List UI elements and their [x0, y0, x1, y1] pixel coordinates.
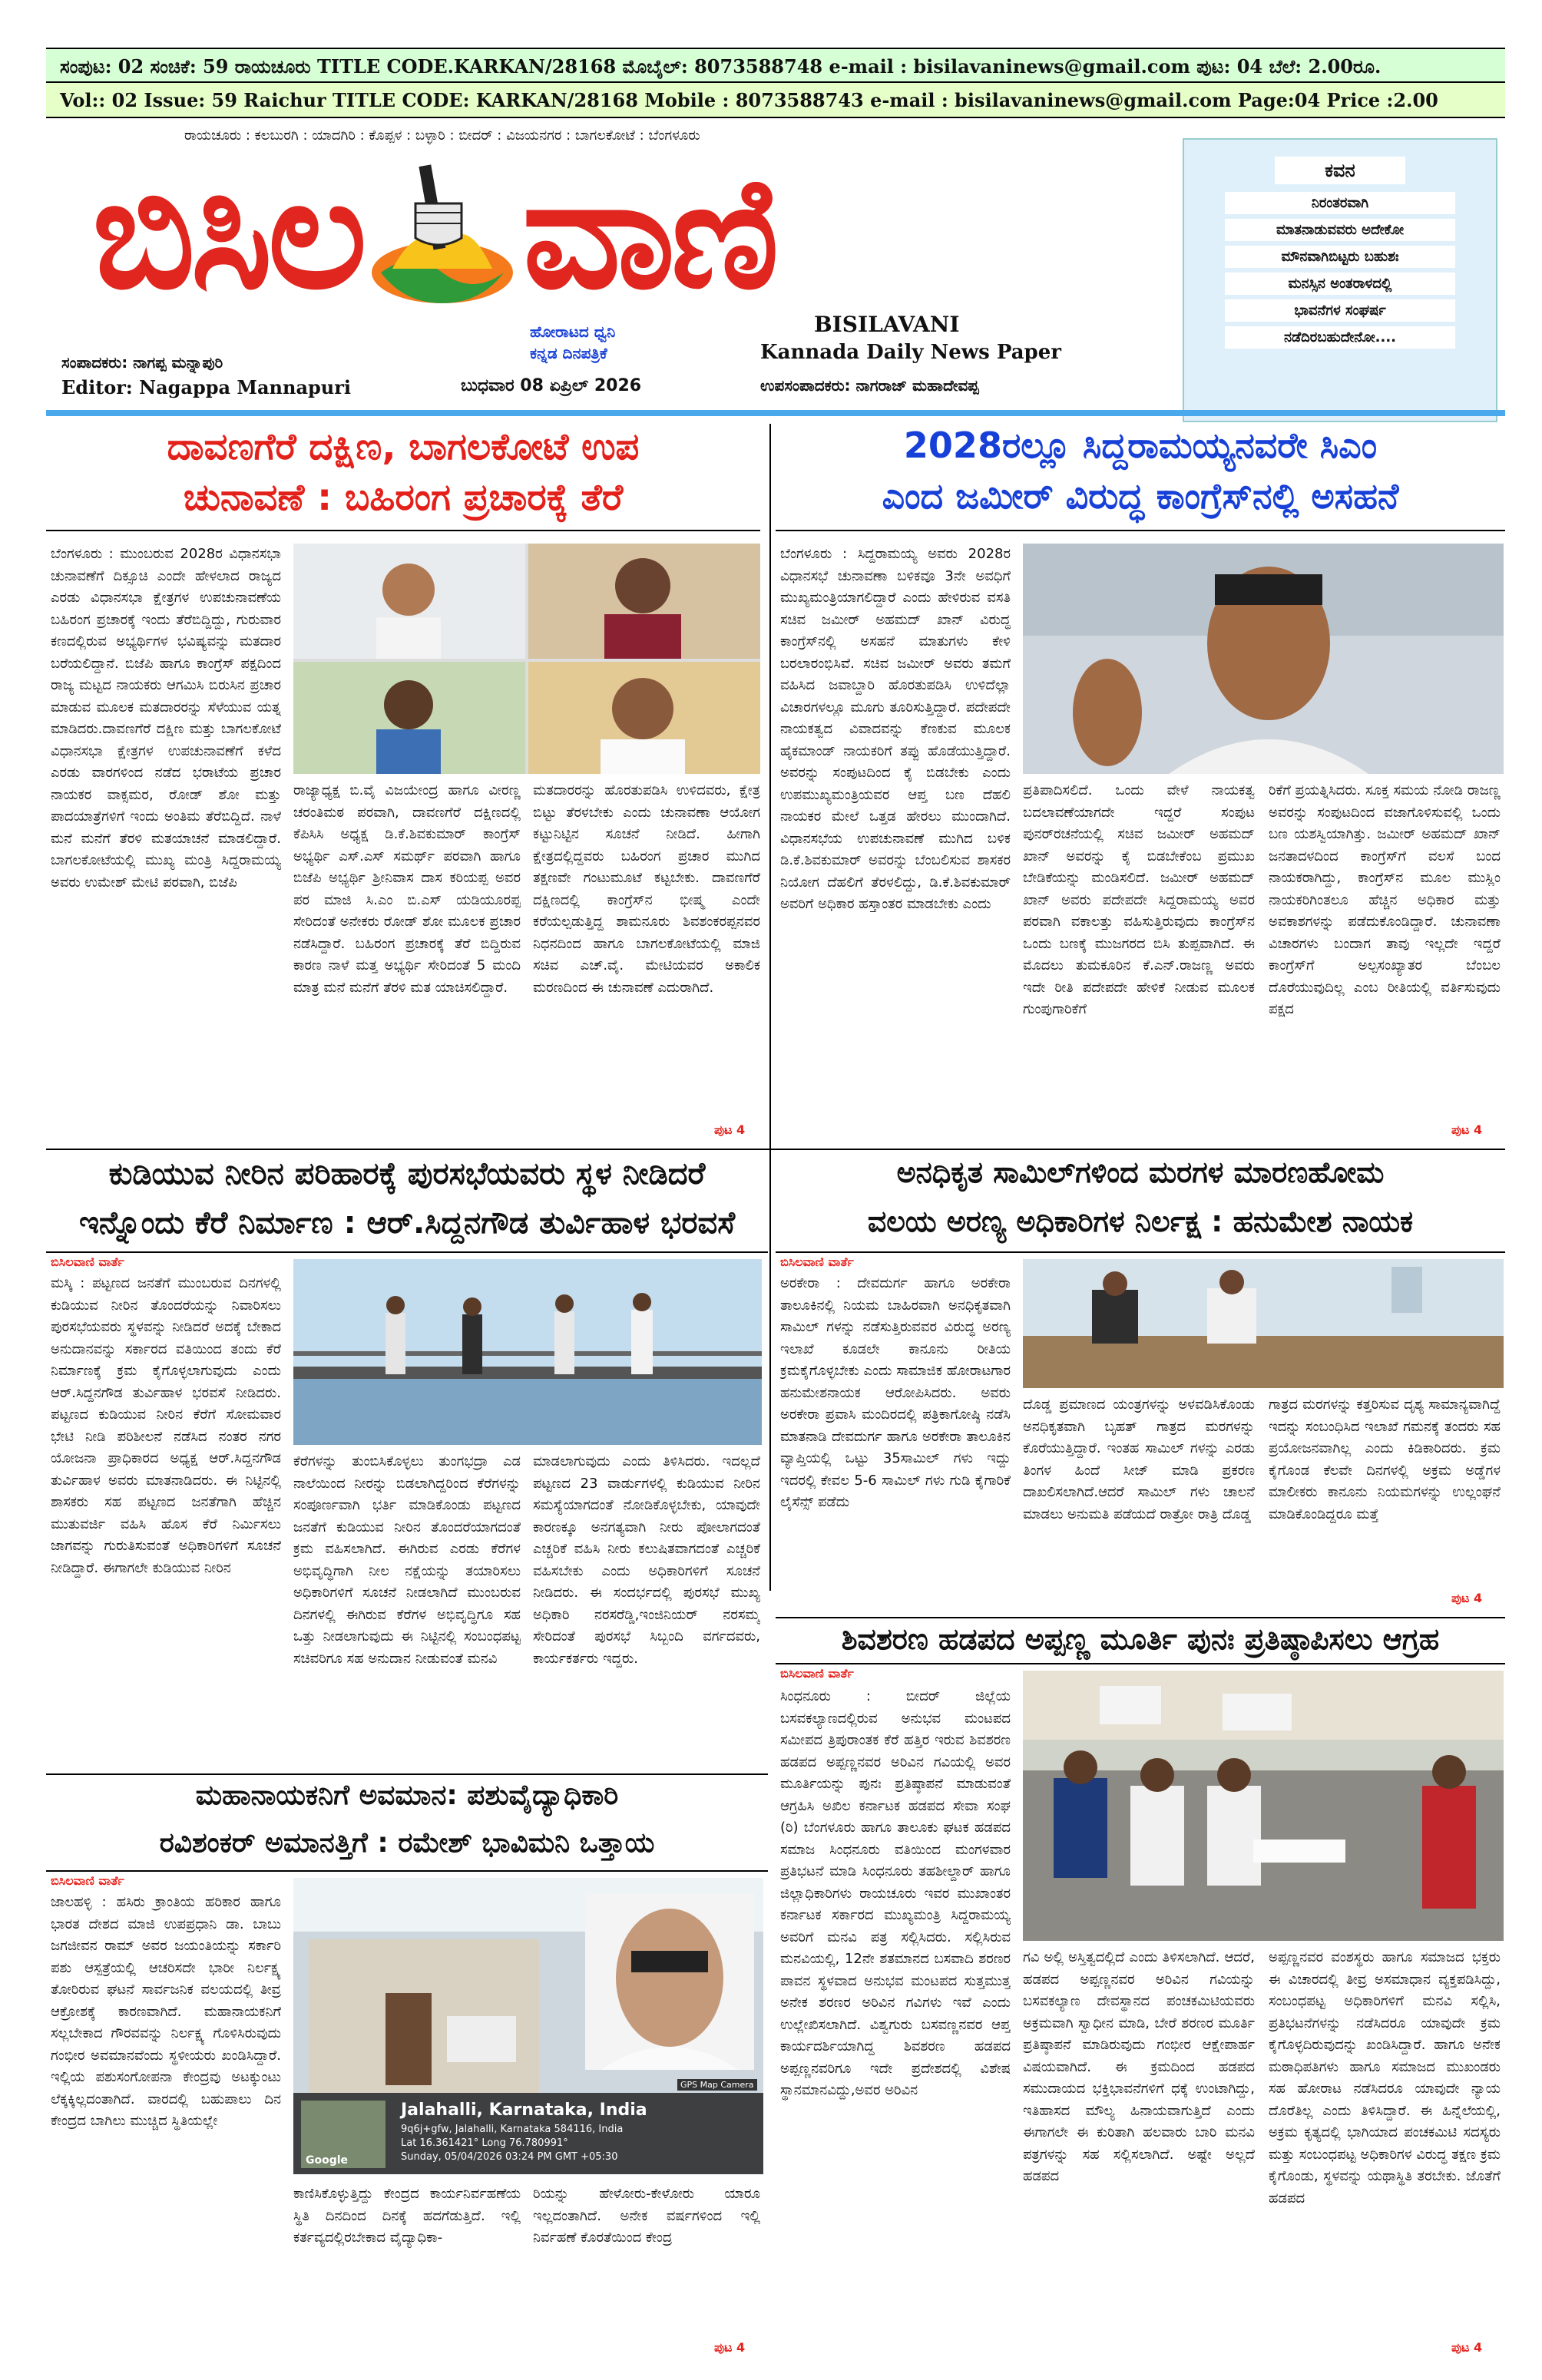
- tagline-1: ಹೋರಾಟದ ಧ್ವನಿ: [530, 322, 616, 341]
- article2-headline-2: ಎಂದ ಜಮೀರ್ ವಿರುದ್ಧ ಕಾಂಗ್ರೆಸ್‌ನಲ್ಲಿ ಅಸಹನೆ: [882, 475, 1399, 517]
- photo-caption-coords: Lat 16.361421° Long 76.780991°: [401, 2137, 568, 2149]
- poem-line: ಭಾವನೆಗಳ ಸಂಘರ್ಷ: [1225, 299, 1455, 322]
- article2-col1: ಬೆಂಗಳೂರು : ಸಿದ್ದರಾಮಯ್ಯ ಅವರು 2028ರ ವಿಧಾನಸಭೆ ಚುನಾವಣಾ ಬಳಿಕವೂ 3ನೇ ಅವಧಿಗೆ ಮುಖ್ಯಮಂತ್ರಿಯಾಗಲಿದ್ದಾರೆ ಎಂದು ಹೇಳಿರುವ ವಸತಿ ಸಚಿವ ಜಮೀರ್ ಅಹಮದ್ ಖಾನ್ ವಿರುದ್ಧ ಕಾಂಗ್ರೆಸ್‌ನಲ್ಲಿ ಅಸಹನೆ ಮಾತುಗಳು ಕೇಳಿ ಬರಲಾರಂಭಿಸಿವೆ. ಸಚಿವ ಜಮೀರ್ ಅವರು ತಮಗೆ ವಹಿಸಿದ ಜವಾಬ್ದಾರಿ ಹೊರತುಪಡಿಸಿ ಉಳಿದೆಲ್ಲಾ ವಿಚಾರಗಳಲ್ಲೂ ಮೂಗು ತೂರಿಸುತ್ತಿದ್ದಾರೆ. ಪದೇಪದೇ ನಾಯಕತ್ವದ ವಿವಾದವನ್ನು ಕೆಣಕುವ ಮೂಲಕ ಹೈಕಮಾಂಡ್ ನಾಯಕರಿಗೆ ತಪ್ಪು ಹೊಡೆಯುತ್ತಿದ್ದಾರೆ. ಅವರನ್ನು ಸಂಪುಟದಿಂದ ಕೈ ಬಿಡಬೇಕು ಎಂದು ಉಪಮುಖ್ಯಮಂತ್ರಿಯವರ ಆಪ್ತ ಬಣ ದೆಹಲಿ ನಾಯಕರ ಮೇಲೆ ಒತ್ತಡ ಹೇರಲು ಮುಂದಾಗಿದೆ. ವಿಧಾನಸಭೆಯ ಉಪಚುನಾವಣೆ ಮುಗಿದ ಬಳಿಕ ಡಿ.ಕೆ.ಶಿವಕುಮಾರ್ ಅವರನ್ನು ಬೆಂಬಲಿಸುವ ಶಾಸಕರ ನಿಯೋಗ ದೆಹಲಿಗೆ ತೆರಳಲಿದ್ದು, ಡಿ.ಕೆ.ಶಿವಕುಮಾರ್ ಅವರಿಗೆ ಅಧಿಕಾರ ಹಸ್ತಾಂತರ ಮಾಡಬೇಕು ಎಂದು: [780, 546, 1011, 912]
- article5-col2: ಗವಿ ಅಲ್ಲಿ ಅಸ್ತಿತ್ವದಲ್ಲಿದೆ ಎಂದು ತಿಳಿಸಲಾಗಿದೆ. ಆದರೆ, ಹಡಪದ ಅಪ್ಪಣ್ಣನವರ ಅರಿವಿನ ಗವಿಯನ್ನು ಬಸವಕಲ್ಯಾಣ ದೇವಸ್ಥಾನದ ಪಂಚಕಮಿಟಿಯವರು ಅಕ್ರಮವಾಗಿ ಸ್ವಾಧೀನ ಮಾಡಿ, ಬೇರೆ ಶರಣರ ಮೂರ್ತಿ ಪ್ರತಿಷ್ಠಾಪನೆ ಮಾಡಿರುವುದು ಗಂಭೀರ ಆಕ್ಷೇಪಾರ್ಹ ವಿಷಯವಾಗಿದೆ. ಈ ಕ್ರಮದಿಂದ ಹಡಪದ ಸಮುದಾಯದ ಭಕ್ತಿಭಾವನೆಗಳಿಗೆ ಧಕ್ಕೆ ಉಂಟಾಗಿದ್ದು, ಇತಿಹಾಸದ ಮೌಲ್ಯ ಹಿನಾಯವಾಗುತ್ತಿದೆ ಎಂದು ಈಗಾಗಲೇ ಈ ಕುರಿತಾಗಿ ಹಲವಾರು ಬಾರಿ ಮನವಿ ಪತ್ರಗಳನ್ನು ಸಹ ಸಲ್ಲಿಸಲಾಗಿದೆ. ಅಷ್ಟೇ ಅಲ್ಲದೆ ಹಡಪದ: [1023, 1949, 1255, 2184]
- article2-photo-portrait: [1023, 544, 1504, 774]
- article1-col2: ರಾಜ್ಯಾಧ್ಯಕ್ಷ ಬಿ.ವೈ ವಿಜಯೇಂದ್ರ ಹಾಗೂ ವೀರಣ್ಣ ಚರಂತಿಮಠ ಪರವಾಗಿ, ದಾವಣಗೆರೆ ದಕ್ಷಿಣದಲ್ಲಿ ಕೆಪಿಸಿಸಿ ಅಧ್ಯಕ್ಷ ಡಿ.ಕೆ.ಶಿವಕುಮಾರ್ ಕಾಂಗ್ರೆಸ್ ಅಭ್ಯರ್ಥಿ ಎಸ್.ಎಸ್ ಸಮರ್ಥ್ ಪರವಾಗಿ ಹಾಗೂ ಬಿಜೆಪಿ ಅಭ್ಯರ್ಥಿ ಶ್ರೀನಿವಾಸ ದಾಸ ಕರಿಯಪ್ಪ ಅವರ ಪರ ಮಾಜಿ ಸಿ.ಎಂ ಬಿ.ಎಸ್ ಯಡಿಯೂರಪ್ಪ ಸೇರಿದಂತೆ ಅನೇಕರು ರೋಡ್ ಶೋ ಮೂಲಕ ಪ್ರಚಾರ ನಡೆಸಿದ್ದಾರೆ. ಬಹಿರಂಗ ಪ್ರಚಾರಕ್ಕೆ ತೆರೆ ಬಿದ್ದಿರುವ ಕಾರಣ ನಾಳೆ ಮತ್ತ ಅಭ್ಯರ್ಥಿ ಸೇರಿದಂತೆ 5 ಮಂದಿ ಮಾತ್ರ ಮನೆ ಮನೆಗೆ ತೆರಳಿ ಮತ ಯಾಚಿಸಲಿದ್ದಾರೆ.: [293, 782, 521, 996]
- masthead-rule: [46, 410, 1505, 416]
- gps-camera-label: GPS Map Camera: [677, 2079, 757, 2091]
- masthead-left: ಬಿಸಿಲ: [92, 144, 363, 323]
- article1-photo-collage: [293, 544, 760, 774]
- article5-tag: ಬಿಸಿಲವಾಣಿ ವಾರ್ತೆ: [780, 1666, 854, 1681]
- divider: [46, 1149, 1505, 1150]
- article1-col1: ಬೆಂಗಳೂರು : ಮುಂಬರುವ 2028ರ ವಿಧಾನಸಭಾ ಚುನಾವಣೆಗೆ ದಿಕ್ಸೂಚಿ ಎಂದೇ ಹೇಳಲಾದ ರಾಜ್ಯದ ಎರಡು ವಿಧಾನಸಭಾ ಕ್ಷೇತ್ರಗಳ ಉಪಚುನಾವಣೆಯ ಬಹಿರಂಗ ಪ್ರಚಾರಕ್ಕೆ ಇಂದು ತೆರೆಬಿದ್ದಿದ್ದು, ಗುರುವಾರ ಕಣದಲ್ಲಿರುವ ಅಭ್ಯರ್ಥಿಗಳ ಭವಿಷ್ಯವನ್ನು ಮತದಾರ ಬರೆಯಲಿದ್ದಾನೆ. ಬಿಜೆಪಿ ಹಾಗೂ ಕಾಂಗ್ರೆಸ್ ಪಕ್ಷದಿಂದ ರಾಜ್ಯ ಮಟ್ಟದ ನಾಯಕರು ಆಗಮಿಸಿ ಬಿರುಸಿನ ಪ್ರಚಾರ ಮಾಡುವ ಮೂಲಕ ಮತದಾರರನ್ನು ಸೆಳೆಯುವ ಯತ್ನ ಮಾಡಿದರು.ದಾವಣಗೆರೆ ದಕ್ಷಿಣ ಮತ್ತು ಬಾಗಲಕೋಟೆ ವಿಧಾನಸಭಾ ಕ್ಷೇತ್ರಗಳ ಉಪಚುನಾವಣೆಗೆ ಕಳೆದ ಎರಡು ವಾರಗಳಿಂದ ನಡೆದ ಭರಾಟೆಯ ಪ್ರಚಾರ ನಾಯಕರ ವಾಕ್ಸಮರ, ರೋಡ್ ಶೋ ಮತ್ತು ಪಾದಯಾತ್ರೆಗಳಿಗೆ ಇಂದು ಅಂತಿಮ ತೆರೆಬಿದ್ದಿದೆ. ನಾಳೆ ಮನೆ ಮನೆಗೆ ತೆರಳಿ ಮತಯಾಚನೆ ಮಾಡಲಿದ್ದಾರೆ. ಬಾಗಲಕೋಟೆಯಲ್ಲಿ ಮುಖ್ಯ ಮಂತ್ರಿ ಸಿದ್ದರಾಮಯ್ಯ ಅವರು ಉಮೇಶ್ ಮೇಟಿ ಪರವಾಗಿ, ಬಿಜೆಪಿ: [51, 546, 281, 891]
- article1-headline-2: ಚುನಾವಣೆ : ಬಹಿರಂಗ ಪ್ರಚಾರಕ್ಕೆ ತೆರೆ: [183, 476, 624, 519]
- poem-line: ಮನಸ್ಸಿನ ಅಂತರಾಳದಲ್ಲಿ: [1225, 273, 1455, 295]
- poem-box: [1183, 138, 1497, 422]
- divider: [776, 1251, 1505, 1253]
- article5-headline: ಶಿವಶರಣ ಹಡಪದ ಅಪ್ಪಣ್ಣ ಮೂರ್ತಿ ಪುನಃ ಪ್ರತಿಷ್ಠಾಪಿಸಲು ಆಗ್ರಹ: [841, 1622, 1440, 1656]
- article1-continued: ಪುಟ 4: [714, 1122, 746, 1137]
- article4-tag: ಬಿಸಿಲವಾಣಿ ವಾರ್ತೆ: [780, 1254, 854, 1269]
- google-label: Google: [306, 2154, 349, 2167]
- article5-col1: ಸಿಂಧನೂರು : ಬೀದರ್ ಜಿಲ್ಲೆಯ ಬಸವಕಲ್ಯಾಣದಲ್ಲಿರುವ ಅನುಭವ ಮಂಟಪದ ಸಮೀಪದ ತ್ರಿಪುರಾಂತಕ ಕೆರೆ ಹತ್ತಿರ ಇರುವ ಶಿವಶರಣ ಹಡಪದ ಅಪ್ಪಣ್ಣನವರ ಅರಿವಿನ ಗವಿಯಲ್ಲಿ ಅವರ ಮೂರ್ತಿಯನ್ನು ಪುನಃ ಪ್ರತಿಷ್ಠಾಪನೆ ಮಾಡುವಂತೆ ಆಗ್ರಹಿಸಿ ಅಖಿಲ ಕರ್ನಾಟಕ ಹಡಪದ ಸೇವಾ ಸಂಘ (ರಿ) ಬೆಂಗಳೂರು ಹಾಗೂ ತಾಲೂಕು ಘಟಕ ಹಡಪದ ಸಮಾಜ ಸಿಂಧನೂರು ವತಿಯಿಂದ ಮಂಗಳವಾರ ಪ್ರತಿಭಟನೆ ಮಾಡಿ ಸಿಂಧನೂರು ತಹಶೀಲ್ದಾರ್ ಹಾಗೂ ಜಿಲ್ಲಾಧಿಕಾರಿಗಳು ರಾಯಚೂರು ಇವರ ಮುಖಾಂತರ ಕರ್ನಾಟಕ ಸರ್ಕಾರದ ಮುಖ್ಯಮಂತ್ರಿ ಸಿದ್ದರಾಮಯ್ಯ ಅವರಿಗೆ ಮನವಿ ಪತ್ರ ಸಲ್ಲಿಸಿದರು. ಸಲ್ಲಿಸಿರುವ ಮನವಿಯಲ್ಲಿ, 12ನೇ ಶತಮಾನದ ಬಸವಾದಿ ಶರಣರ ಪಾವನ ಸ್ಥಳವಾದ ಅನುಭವ ಮಂಟಪದ ಸುತ್ತಮುತ್ತ ಅನೇಕ ಶರಣರ ಅರಿವಿನ ಗವಿಗಳು ಇವೆ ಎಂದು ಉಲ್ಲೇಖಿಸಲಾಗಿದೆ. ವಿಶ್ವಗುರು ಬಸವಣ್ಣನವರ ಆಪ್ತ ಕಾರ್ಯದರ್ಶಿಯಾಗಿದ್ದ ಶಿವಶರಣ ಹಡಪದ ಅಪ್ಪಣ್ಣನವರಿಗೂ ಇದೇ ಪ್ರದೇಶದಲ್ಲಿ ವಿಶೇಷ ಸ್ಥಾನಮಾನವಿದ್ದು,ಅವರ ಅರಿವಿನ: [780, 1688, 1011, 2098]
- editor-kannada: ಸಂಪಾದಕರು: ನಾಗಪ್ಪ ಮನ್ನಾಪುರಿ: [61, 353, 223, 372]
- article4-col1: ಅರಕೇರಾ : ದೇವದುರ್ಗ ಹಾಗೂ ಅರಕೇರಾ ತಾಲೂಕಿನಲ್ಲಿ ನಿಯಮ ಬಾಹಿರವಾಗಿ ಅನಧಿಕೃತವಾಗಿ ಸಾಮಿಲ್ ಗಳನ್ನು ನಡೆಸುತ್ತಿರುವವರ ವಿರುದ್ಧ ಅರಣ್ಯ ಇಲಾಖೆ ಕೂಡಲೇ ಕಾನೂನು ರೀತಿಯ ಕ್ರಮಕೈಗೊಳ್ಳಬೇಕು ಎಂದು ಸಾಮಾಜಿಕ ಹೋರಾಟಗಾರ ಹನುಮೇಶನಾಯಕ ಆರೋಪಿಸಿದರು. ಅವರು ಅರಕೇರಾ ಪ್ರವಾಸಿ ಮಂದಿರದಲ್ಲಿ ಪತ್ರಿಕಾಗೋಷ್ಠಿ ನಡೆಸಿ ಮಾತನಾಡಿ ದೇವದುರ್ಗ ಹಾಗೂ ಅರಕೇರಾ ತಾಲೂಕಿನ ವ್ಯಾಪ್ತಿಯಲ್ಲಿ ಒಟ್ಟು 35ಸಾಮಿಲ್ ಗಳು ಇದ್ದು ಇದರಲ್ಲಿ ಕೇವಲ 5-6 ಸಾಮಿಲ್ ಗಳು ಗುಡಿ ಕೈಗಾರಿಕೆ ಲೈಸೆನ್ಸ್ ಪಡೆದು: [780, 1275, 1011, 1510]
- poem-line: ಮೌನವಾಗಿಬಿಟ್ಟರು ಬಹುಶಃ: [1225, 246, 1455, 268]
- article3-col2: ಕೆರೆಗಳನ್ನು ತುಂಬಿಸಿಕೊಳ್ಳಲು ತುಂಗಭದ್ರಾ ಎಡ ನಾಲೆಯಿಂದ ನೀರನ್ನು ಬಿಡಲಾಗಿದ್ದರಿಂದ ಕೆರೆಗಳನ್ನು ಸಂಪೂರ್ಣವಾಗಿ ಭರ್ತಿ ಮಾಡಿಕೊಂಡು ಪಟ್ಟಣದ ಜನತೆಗೆ ಕುಡಿಯುವ ನೀರಿನ ತೊಂದರೆಯಾಗದಂತೆ ಕ್ರಮ ವಹಿಸಲಾಗಿದೆ. ಈಗಿರುವ ಎರಡು ಕೆರೆಗಳ ಅಭಿವೃದ್ಧಿಗಾಗಿ ನೀಲ ನಕ್ಷೆಯನ್ನು ತಯಾರಿಸಲು ಅಧಿಕಾರಿಗಳಿಗೆ ಸೂಚನೆ ನೀಡಲಾಗಿದೆ ಮುಂಬರುವ ದಿನಗಳಲ್ಲಿ ಈಗಿರುವ ಕೆರೆಗಳ ಅಭಿವೃದ್ಧಿಗೂ ಸಹ ಒತ್ತು ನೀಡಲಾಗುವುದು ಈ ನಿಟ್ಟಿನಲ್ಲಿ ಸಂಬಂಧಪಟ್ಟ ಸಚಿವರಿಗೂ ಸಹ ಅನುದಾನ ನೀಡುವಂತೆ ಮನವಿ: [293, 1453, 521, 1667]
- article1-headline-1: ದಾವಣಗೆರೆ ದಕ್ಷಿಣ, ಬಾಗಲಕೋಟೆ ಉಪ: [167, 425, 640, 468]
- english-name: BISILAVANI: [814, 312, 960, 337]
- divider: [776, 530, 1505, 531]
- tagline-2: ಕನ್ನಡ ದಿನಪತ್ರಿಕೆ: [530, 344, 607, 362]
- column-divider: [769, 424, 771, 1591]
- article1-col3: ಮತದಾರರನ್ನು ಹೊರತುಪಡಿಸಿ ಉಳಿದವರು, ಕ್ಷೇತ್ರ ಬಿಟ್ಟು ತೆರಳಬೇಕು ಎಂದು ಚುನಾವಣಾ ಆಯೋಗ ಕಟ್ಟುನಿಟ್ಟಿನ ಸೂಚನೆ ನೀಡಿದೆ. ಹೀಗಾಗಿ ಕ್ಷೇತ್ರದಲ್ಲಿದ್ದವರು ಬಹಿರಂಗ ಪ್ರಚಾರ ಮುಗಿದ ತಕ್ಷಣವೇ ಗಂಟುಮೂಟೆ ಕಟ್ಟಬೇಕು. ದಾವಣಗೆರೆ ದಕ್ಷಿಣದಲ್ಲಿ ಕಾಂಗ್ರೆಸ್‌ನ ಭೀಷ್ಮ ಎಂದೇ ಕರೆಯಲ್ಪಡುತ್ತಿದ್ದ ಶಾಮನೂರು ಶಿವಶಂಕರಪ್ಪನವರ ನಿಧನದಿಂದ ಹಾಗೂ ಬಾಗಲಕೋಟೆಯಲ್ಲಿ ಮಾಜಿ ಸಚಿವ ಎಚ್.ವೈ. ಮೇಟಿಯವರ ಅಕಾಲಿಕ ಮರಣದಿಂದ ಈ ಚುನಾವಣೆ ಎದುರಾಗಿದೆ.: [533, 782, 760, 996]
- article5-continued: ಪುಟ 4: [1451, 2340, 1483, 2355]
- masthead-right: ವಾಣಿ: [522, 144, 775, 323]
- article3-headline-1: ಕುಡಿಯುವ ನೀರಿನ ಪರಿಹಾರಕ್ಕೆ ಪುರಸಭೆಯವರು ಸ್ಥಳ ನೀಡಿದರೆ: [108, 1156, 706, 1192]
- article4-photo-meeting: [1023, 1259, 1504, 1388]
- article3-headline-2: ಇನ್ನೊಂದು ಕೆರೆ ನಿರ್ಮಾಣ : ಆರ್.ಸಿದ್ದನಗೌಡ ತುರ್ವಿಹಾಳ ಭರವಸೆ: [78, 1205, 736, 1241]
- english-subtitle: Kannada Daily News Paper: [760, 341, 1061, 364]
- pen-fist-logo: [366, 157, 519, 311]
- article3-photo-lake: [293, 1259, 762, 1445]
- article4-headline-2: ವಲಯ ಅರಣ್ಯ ಅಧಿಕಾರಿಗಳ ನಿರ್ಲಕ್ಷ : ಹನುಮೇಶ ನಾಯಕ: [867, 1205, 1414, 1238]
- article6-photo-clinic: [293, 1878, 763, 2174]
- article3-tag: ಬಿಸಿಲವಾಣಿ ವಾರ್ತೆ: [51, 1254, 124, 1269]
- article4-col2: ದೊಡ್ಡ ಪ್ರಮಾಣದ ಯಂತ್ರಗಳನ್ನು ಅಳವಡಿಸಿಕೊಂಡು ಅನಧಿಕೃತವಾಗಿ ಬೃಹತ್ ಗಾತ್ರದ ಮರಗಳನ್ನು ಕೊರೆಯುತ್ತಿದ್ದಾರೆ. ಇಂತಹ ಸಾಮಿಲ್ ಗಳನ್ನು ಎರಡು ತಿಂಗಳ ಹಿಂದೆ ಸೀಜ್ ಮಾಡಿ ಪ್ರಕರಣ ದಾಖಲಿಸಲಾಗಿದೆ.ಆದರೆ ಸಾಮಿಲ್ ಗಳು ಚಾಲನೆ ಮಾಡಲು ಅನುಮತಿ ಪಡೆಯದೆ ರಾತ್ರೋ ರಾತ್ರಿ ದೊಡ್ಡ: [1023, 1397, 1255, 1522]
- header-info-english: Vol:: 02 Issue: 59 Raichur TITLE CODE: KARKAN/28168 Mobile : 8073588743 e-mail : bisilavaninews@gmail.com Page:04 Price :2.00: [46, 83, 1505, 118]
- divider: [776, 1617, 1505, 1618]
- sub-editor: ಉಪಸಂಪಾದಕರು: ನಾಗರಾಜ್ ಮಹಾದೇವಪ್ಪ: [760, 376, 979, 395]
- article2-col2: ಪ್ರತಿಪಾದಿಸಲಿದೆ. ಒಂದು ವೇಳೆ ನಾಯಕತ್ವ ಬದಲಾವಣೆಯಾಗದೇ ಇದ್ದರೆ ಸಂಪುಟ ಪುನರ್‌ರಚನೆಯಲ್ಲಿ ಸಚಿವ ಜಮೀರ್ ಅಹಮದ್ ಖಾನ್ ಅವರನ್ನು ಕೈ ಬಿಡಬೇಕೆಂಬ ಪ್ರಮುಖ ಬೇಡಿಕೆಯನ್ನು ಮಂಡಿಸಲಿದೆ. ಜಮೀರ್ ಅಹಮದ್ ಖಾನ್ ಅವರು ಪದೇಪದೇ ಸಿದ್ದರಾಮಯ್ಯ ಅವರ ಪರವಾಗಿ ವಕಾಲತ್ತು ವಹಿಸುತ್ತಿರುವುದು ಕಾಂಗ್ರೆಸ್‌ನ ಒಂದು ಬಣಕ್ಕೆ ಮುಜಗರದ ಬಿಸಿ ತುಪ್ಪವಾಗಿದೆ. ಈ ಮೊದಲು ತುಮಕೂರಿನ ಕೆ.ಎನ್.ರಾಜಣ್ಣ ಅವರು ಇದೇ ರೀತಿ ಪದೇಪದೇ ಹೇಳಿಕೆ ನೀಡುವ ಮೂಲಕ ಗುಂಪುಗಾರಿಕೆಗೆ: [1023, 782, 1255, 1017]
- article3-col1: ಮಸ್ಕಿ : ಪಟ್ಟಣದ ಜನತೆಗೆ ಮುಂಬರುವ ದಿನಗಳಲ್ಲಿ ಕುಡಿಯುವ ನೀರಿನ ತೊಂದರೆಯನ್ನು ನಿವಾರಿಸಲು ಪುರಸಭೆಯವರು ಸ್ಥಳವನ್ನು ನೀಡಿದರೆ ಅದಕ್ಕೆ ಬೇಕಾದ ಅನುದಾನವನ್ನು ಸರ್ಕಾರದ ವತಿಯಿಂದ ತಂದು ಕೆರೆ ನಿರ್ಮಾಣಕ್ಕೆ ಕ್ರಮ ಕೈಗೊಳ್ಳಲಾಗುವುದು ಎಂದು ಆರ್.ಸಿದ್ದನಗೌಡ ತುರ್ವಿಹಾಳ ಭರವಸೆ ನೀಡಿದರು. ಪಟ್ಟಣದ ಕುಡಿಯುವ ನೀರಿನ ಕೆರೆಗೆ ಸೋಮವಾರ ಭೇಟಿ ನೀಡಿ ಪರಿಶೀಲನೆ ನಡೆಸಿದ ನಂತರ ನಗರ ಯೋಜನಾ ಪ್ರಾಧಿಕಾರದ ಅಧ್ಯಕ್ಷ ಆರ್.ಸಿದ್ದನಗೌಡ ತುರ್ವಿಹಾಳ ಅವರು ಮಾತನಾಡಿದರು. ಈ ನಿಟ್ಟಿನಲ್ಲಿ ಶಾಸಕರು ಸಹ ಪಟ್ಟಣದ ಜನತೆಗಾಗಿ ಹೆಚ್ಚಿನ ಮುತುವರ್ಜಿ ವಹಿಸಿ ಹೊಸ ಕೆರೆ ನಿರ್ಮಿಸಲು ಜಾಗವನ್ನು ಗುರುತಿಸುವಂತೆ ಅಧಿಕಾರಿಗಳಿಗೆ ಸೂಚನೆ ನೀಡಿದ್ದಾರೆ. ಈಗಾಗಲೇ ಕುಡಿಯುವ ನೀರಿನ: [51, 1275, 281, 1576]
- photo-caption-time: Sunday, 05/04/2026 03:24 PM GMT +05:30: [401, 2151, 618, 2163]
- poem-line: ನಿರಂತರವಾಗಿ: [1225, 192, 1455, 214]
- article5-col3: ಅಪ್ಪಣ್ಣನವರ ವಂಶಸ್ಥರು ಹಾಗೂ ಸಮಾಜದ ಭಕ್ತರು ಈ ವಿಚಾರದಲ್ಲಿ ತೀವ್ರ ಅಸಮಾಧಾನ ವ್ಯಕ್ತಪಡಿಸಿದ್ದು, ಸಂಬಂಧಪಟ್ಟ ಅಧಿಕಾರಿಗಳಿಗೆ ಮನವಿ ಸಲ್ಲಿಸಿ, ಪ್ರತಿಭಟನೆಗಳನ್ನು ನಡೆಸಿದರೂ ಯಾವುದೇ ಕ್ರಮ ಕೈಗೊಳ್ಳದಿರುವುದನ್ನು ಖಂಡಿಸಿದ್ದಾರೆ. ಹಾಗೂ ಅನೇಕ ಮಠಾಧಿಪತಿಗಳು ಹಾಗೂ ಸಮಾಜದ ಮುಖಂಡರು ಸಹ ಹೋರಾಟ ನಡೆಸಿದರೂ ಯಾವುದೇ ನ್ಯಾಯ ದೊರೆತಿಲ್ಲ ಎಂದು ತಿಳಿಸಿದ್ದಾರೆ. ಈ ಹಿನ್ನೆಲೆಯಲ್ಲಿ, ಅಕ್ರಮ ಕೃತ್ಯದಲ್ಲಿ ಭಾಗಿಯಾದ ಪಂಚಕಮಿಟಿ ಸದಸ್ಯರು ಮತ್ತು ಸಂಬಂಧಪಟ್ಟ ಅಧಿಕಾರಿಗಳ ವಿರುದ್ಧ ತಕ್ಷಣ ಕ್ರಮ ಕೈಗೊಂಡು, ಸ್ಥಳವನ್ನು ಯಥಾಸ್ಥಿತಿ ತರಬೇಕು. ಜೊತೆಗೆ ಹಡಪದ: [1269, 1949, 1501, 2206]
- editor-english: Editor: Nagappa Mannapuri: [61, 376, 351, 398]
- article2-headline-1: 2028ರಲ್ಲೂ ಸಿದ್ದರಾಮಯ್ಯನವರೇ ಸಿಎಂ: [903, 425, 1378, 466]
- article6-col1: ಜಾಲಹಳ್ಳಿ : ಹಸಿರು ಕ್ರಾಂತಿಯ ಹರಿಕಾರ ಹಾಗೂ ಭಾರತ ದೇಶದ ಮಾಜಿ ಉಪಪ್ರಧಾನಿ ಡಾ. ಬಾಬು ಜಗಜೀವನ ರಾಮ್ ಅವರ ಜಯಂತಿಯನ್ನು ಸರ್ಕಾರಿ ಪಶು ಆಸ್ಪತ್ರೆಯಲ್ಲಿ ಆಚರಿಸದೇ ಭಾರೀ ನಿರ್ಲಕ್ಷ್ಯ ತೋರಿರುವ ಘಟನೆ ಸಾರ್ವಜನಿಕ ವಲಯದಲ್ಲಿ ತೀವ್ರ ಆಕ್ರೋಶಕ್ಕೆ ಕಾರಣವಾಗಿದೆ. ಮಹಾನಾಯಕನಿಗೆ ಸಲ್ಲಬೇಕಾದ ಗೌರವವನ್ನು ನಿರ್ಲಕ್ಷ್ಯ ಗೊಳಿಸಿರುವುದು ಗಂಭೀರ ಅವಮಾನವೆಂದು ಸ್ಥಳೀಯರು ಖಂಡಿಸಿದ್ದಾರೆ. ಇಲ್ಲಿಯ ಪಶುಸಂಗೋಪನಾ ಕೇಂದ್ರವು ಅಟಕ್ಕುಂಟು ಲೆಕ್ಕಕ್ಕಿಲ್ಲದಂತಾಗಿದೆ. ವಾರದಲ್ಲಿ ಬಹುಪಾಲು ದಿನ ಕೇಂದ್ರದ ಬಾಗಿಲು ಮುಚ್ಚಿದ ಸ್ಥಿತಿಯಲ್ಲೇ: [51, 1894, 281, 2129]
- article2-continued: ಪುಟ 4: [1451, 1122, 1483, 1137]
- article6-headline-2: ರವಿಶಂಕರ್ ಅಮಾನತ್ತಿಗೆ : ರಮೇಶ್ ಭಾವಿಮನಿ ಒತ್ತಾಯ: [159, 1827, 655, 1859]
- divider: [46, 1870, 768, 1872]
- article4-col3: ಗಾತ್ರದ ಮರಗಳನ್ನು ಕತ್ತರಿಸುವ ದೃಶ್ಯ ಸಾಮಾನ್ಯವಾಗಿದ್ದೆ ಇದನ್ನು ಸಂಬಂಧಿಸಿದ ಇಲಾಖೆ ಗಮನಕ್ಕೆ ತಂದರು ಸಹ ಪ್ರಯೋಜನವಾಗಿಲ್ಲ ಎಂದು ಕಿಡಿಕಾರಿದರು. ಕ್ರಮ ಕೈಗೊಂಡ ಕೆಲವೇ ದಿನಗಳಲ್ಲಿ ಅಕ್ರಮ ಅಡ್ಡೆಗಳ ಮಾಲೀಕರು ಕಾನೂನು ನಿಯಮಗಳನ್ನು ಉಲ್ಲಂಘನೆ ಮಾಡಿಕೊಂಡಿದ್ದರೂ ಮತ್ತೆ: [1269, 1397, 1501, 1522]
- article6-col3: ರಿಯನ್ನು ಹೇಳೋರು-ಕೇಳೋರು ಯಾರೂ ಇಲ್ಲದಂತಾಗಿದೆ. ಅನೇಕ ವರ್ಷಗಳಿಂದ ಇಲ್ಲಿ ನಿರ್ವಹಣೆ ಕೊರತೆಯಿಂದ ಕೇಂದ್ರ: [533, 2186, 760, 2246]
- divider: [46, 530, 760, 531]
- divider: [46, 1773, 768, 1775]
- article6-continued: ಪುಟ 4: [714, 2340, 746, 2355]
- article6-tag: ಬಿಸಿಲವಾಣಿ ವಾರ್ತೆ: [51, 1873, 124, 1888]
- article6-headline-1: ಮಹಾನಾಯಕನಿಗೆ ಅವಮಾನ: ಪಶುವೈದ್ಯಾಧಿಕಾರಿ: [195, 1780, 619, 1811]
- photo-caption-place: Jalahalli, Karnataka, India: [401, 2101, 647, 2120]
- poem-line: ಮಾತನಾಡುವವರು ಅದೇಕೋ: [1225, 219, 1455, 241]
- header-info-kannada: ಸಂಪುಟ: 02 ಸಂಚಿಕೆ: 59 ರಾಯಚೂರು TITLE CODE.KARKAN/28168 ಮೊಬೈಲ್: 8073588748 e-mail : bisilavaninews@gmail.com ಪುಟ: 04 ಬೆಲೆ: 2.00ರೂ.: [46, 48, 1505, 83]
- article2-col3: ರಿಕೆಗೆ ಪ್ರಯತ್ನಿಸಿದರು. ಸೂಕ್ತ ಸಮಯ ನೋಡಿ ರಾಜಣ್ಣ ಅವರನ್ನು ಸಂಪುಟದಿಂದ ವಜಾಗೊಳಿಸುವಲ್ಲಿ ಒಂದು ಬಣ ಯಶಸ್ವಿಯಾಗಿತ್ತು. ಜಮೀರ್ ಅಹಮದ್ ಖಾನ್ ಜನತಾದಳದಿಂದ ಕಾಂಗ್ರೆಸ್‌ಗೆ ವಲಸೆ ಬಂದ ನಾಯಕರಾಗಿದ್ದು, ಕಾಂಗ್ರೆಸ್‌ನ ಮೂಲ ಮುಸ್ಲಿಂ ನಾಯಕರಿಗಿಂತಲೂ ಹೆಚ್ಚಿನ ಅಧಿಕಾರ ಮತ್ತು ಅವಕಾಶಗಳನ್ನು ಪಡೆದುಕೊಂಡಿದ್ದಾರೆ. ಚುನಾವಣಾ ವಿಚಾರಗಳು ಬಂದಾಗ ತಾವು ಇಲ್ಲದೇ ಇದ್ದರೆ ಕಾಂಗ್ರೆಸ್‌ಗೆ ಅಲ್ಪಸಂಖ್ಯಾತರ ಬೆಂಬಲ ದೊರೆಯುವುದಿಲ್ಲ ಎಂಬ ರೀತಿಯಲ್ಲಿ ವರ್ತಿಸುವುದು ಪಕ್ಷದ: [1269, 782, 1501, 1017]
- issue-date: ಬುಧವಾರ 08 ಏಪ್ರಿಲ್ 2026: [461, 376, 642, 395]
- poem-line: ನಡೆದಿರಬಹುದೇನೋ....: [1225, 326, 1455, 349]
- article4-continued: ಪುಟ 4: [1451, 1591, 1483, 1605]
- photo-caption-address: 9q6j+gfw, Jalahalli, Karnataka 584116, India: [401, 2124, 624, 2135]
- divider: [46, 1251, 768, 1253]
- article6-col2: ಕಾಣಿಸಿಕೊಳ್ಳುತ್ತಿದ್ದು ಕೇಂದ್ರದ ಕಾರ್ಯನಿರ್ವಹಣೆಯ ಸ್ಥಿತಿ ದಿನದಿಂದ ದಿನಕ್ಕೆ ಹದಗೆಡುತ್ತಿದೆ. ಇಲ್ಲಿ ಕರ್ತವ್ಯದಲ್ಲಿರಬೇಕಾದ ವೈದ್ಯಾಧಿಕಾ-: [293, 2186, 521, 2246]
- article4-headline-1: ಅನಧಿಕೃತ ಸಾಮಿಲ್‌ಗಳಿಂದ ಮರಗಳ ಮಾರಣಹೋಮ: [896, 1155, 1385, 1189]
- divider: [776, 1663, 1505, 1664]
- article5-photo-protest: [1023, 1671, 1504, 1941]
- masthead: [92, 146, 775, 322]
- towns-list: ರಾಯಚೂರು : ಕಲಬುರಗಿ : ಯಾದಗಿರಿ : ಕೊಪ್ಪಳ : ಬಳ್ಳಾರಿ : ಬೀದರ್ : ವಿಜಯನಗರ : ಬಾಗಲಕೋಟೆ : ಬೆಂಗಳೂರು: [184, 127, 700, 144]
- poem-title: ಕವನ: [1275, 157, 1405, 184]
- article3-col3: ಮಾಡಲಾಗುವುದು ಎಂದು ತಿಳಿಸಿದರು. ಇದಲ್ಲದೆ ಪಟ್ಟಣದ 23 ವಾರ್ಡುಗಳಲ್ಲಿ ಕುಡಿಯುವ ನೀರಿನ ಸಮಸ್ಯೆಯಾಗದಂತೆ ನೋಡಿಕೊಳ್ಳಬೇಕು, ಯಾವುದೇ ಕಾರಣಕ್ಕೂ ಅನಗತ್ಯವಾಗಿ ನೀರು ಪೋಲಾಗದಂತೆ ಎಚ್ಚರಿಕೆ ವಹಿಸಿ ನೀರು ಕಲುಷಿತವಾಗದಂತೆ ಎಚ್ಚರಿಕೆ ವಹಿಸಬೇಕು ಎಂದು ಅಧಿಕಾರಿಗಳಿಗೆ ಸೂಚನೆ ನೀಡಿದರು. ಈ ಸಂದರ್ಭದಲ್ಲಿ ಪುರಸಭೆ ಮುಖ್ಯ ಅಧಿಕಾರಿ ನರಸರೆಡ್ಡಿ,ಇಂಜಿನಿಯರ್ ನರಸಮ್ಮ ಸೇರಿದಂತೆ ಪುರಸಭೆ ಸಿಬ್ಬಂದಿ ವರ್ಗದವರು, ಕಾರ್ಯಕರ್ತರು ಇದ್ದರು.: [533, 1453, 760, 1667]
